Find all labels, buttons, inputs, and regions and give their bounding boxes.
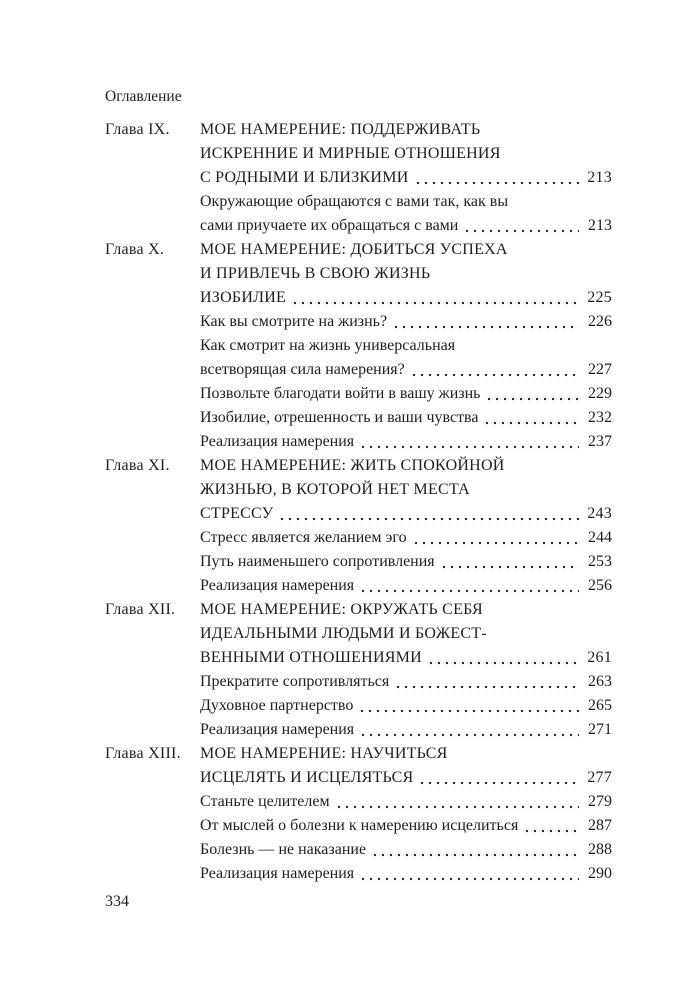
toc-entry-text: ИСЦЕЛЯТЬ И ИСЦЕЛЯТЬСЯ bbox=[200, 769, 414, 786]
toc-entry-text: Реализация намерения bbox=[200, 721, 355, 738]
toc-entry-text: Окружающие обращаются с вами так, как вы bbox=[200, 193, 509, 210]
toc-page-number: 244 bbox=[588, 529, 612, 546]
toc-entry-text: С РОДНЫМИ И БЛИЗКИМИ bbox=[200, 169, 409, 186]
toc-entry-text: МОЕ НАМЕРЕНИЕ: ОКРУЖАТЬ СЕБЯ bbox=[200, 601, 483, 618]
toc-entry bbox=[200, 646, 612, 670]
dot-leader bbox=[418, 766, 579, 790]
toc-entry-text: Болезнь — не наказание bbox=[200, 841, 367, 858]
toc-entry bbox=[200, 502, 612, 526]
toc-entry-text: Как вы смотрите на жизнь? bbox=[200, 313, 388, 330]
toc-page-number: 226 bbox=[588, 313, 612, 330]
toc-entry-text: ИСКРЕННИЕ И МИРНЫЕ ОТНОШЕНИЯ bbox=[200, 145, 501, 162]
toc-row bbox=[105, 166, 612, 190]
toc-row bbox=[105, 670, 612, 694]
toc-row bbox=[105, 382, 612, 406]
toc-page-number: 256 bbox=[588, 577, 612, 594]
toc-entry-text: сами приучаете их обращаться с вами bbox=[200, 217, 459, 234]
toc-entry-text: Как смотрит на жизнь универсальная bbox=[200, 337, 456, 354]
toc-entry-text: И ПРИВЛЕЧЬ В СВОЮ ЖИЗНЬ bbox=[200, 265, 431, 282]
toc-row bbox=[105, 286, 612, 310]
dot-leader bbox=[440, 550, 579, 574]
toc-entry bbox=[200, 142, 612, 166]
toc-row bbox=[105, 766, 612, 790]
toc-row bbox=[105, 550, 612, 574]
toc-entry-text: МОЕ НАМЕРЕНИЕ: ДОБИТЬСЯ УСПЕХА bbox=[200, 241, 508, 258]
toc-entry-text: Стресс является желанием эго bbox=[200, 529, 407, 546]
toc-entry-text: МОЕ НАМЕРЕНИЕ: ЖИТЬ СПОКОЙНОЙ bbox=[200, 457, 505, 474]
toc-entry bbox=[200, 838, 612, 862]
chapter-label: Глава XIII. bbox=[105, 745, 181, 762]
toc-entry bbox=[200, 622, 612, 646]
toc-entry bbox=[200, 550, 612, 574]
toc-row bbox=[105, 334, 612, 358]
page-number: 334 bbox=[105, 893, 129, 910]
toc-entry-text: Изобилие, отрешенность и ваши чувства bbox=[200, 409, 479, 426]
toc-page-number: 213 bbox=[588, 217, 612, 234]
toc-page-number: 232 bbox=[588, 409, 612, 426]
dot-leader bbox=[483, 406, 579, 430]
toc-row bbox=[105, 310, 612, 334]
toc-row bbox=[105, 454, 612, 478]
toc-row bbox=[105, 238, 612, 262]
toc-entry-text: От мыслей о болезни к намерению исцелиться bbox=[200, 817, 519, 834]
toc-row bbox=[105, 358, 612, 382]
toc-entry bbox=[200, 190, 612, 214]
toc-row bbox=[105, 646, 612, 670]
toc-entry bbox=[200, 454, 612, 478]
toc-row bbox=[105, 742, 612, 766]
dot-leader bbox=[371, 838, 579, 862]
toc-entry bbox=[200, 238, 612, 262]
toc-page-number: 229 bbox=[588, 385, 612, 402]
toc-entry-text: МОЕ НАМЕРЕНИЕ: НАУЧИТЬСЯ bbox=[200, 745, 448, 762]
dot-leader bbox=[412, 526, 579, 550]
toc-row bbox=[105, 598, 612, 622]
toc-page-number: 243 bbox=[587, 505, 612, 522]
toc-entry-text: Духовное партнерство bbox=[200, 697, 354, 714]
toc-row bbox=[105, 622, 612, 646]
toc-page-number: 253 bbox=[588, 553, 612, 570]
toc-entry bbox=[200, 742, 612, 766]
toc-row bbox=[105, 694, 612, 718]
toc-row bbox=[105, 190, 612, 214]
toc-entry-text: Реализация намерения bbox=[200, 433, 355, 450]
toc-row bbox=[105, 502, 612, 526]
toc-entry bbox=[200, 790, 612, 814]
toc-row bbox=[105, 526, 612, 550]
toc-row bbox=[105, 262, 612, 286]
toc-entry-text: ИЗОБИЛИЕ bbox=[200, 289, 287, 306]
chapter-label: Глава IX. bbox=[105, 121, 170, 138]
toc-entry bbox=[200, 526, 612, 550]
toc-page-number: 288 bbox=[588, 841, 612, 858]
dot-leader bbox=[359, 574, 579, 598]
toc-entry-text: ИДЕАЛЬНЫМИ ЛЮДЬМИ И БОЖЕСТ- bbox=[200, 625, 487, 642]
dot-leader bbox=[335, 790, 579, 814]
dot-leader bbox=[410, 358, 579, 382]
toc-row bbox=[105, 142, 612, 166]
toc-entry bbox=[200, 310, 612, 334]
dot-leader bbox=[485, 382, 579, 406]
chapter-label: Глава XII. bbox=[105, 601, 176, 618]
toc-row bbox=[105, 838, 612, 862]
toc-entry bbox=[200, 718, 612, 742]
toc-entry-text: Станьте целителем bbox=[200, 793, 330, 810]
toc-row bbox=[105, 118, 612, 142]
chapter-label: Глава X. bbox=[105, 241, 165, 258]
toc-entry bbox=[200, 166, 612, 190]
toc-page-number: 277 bbox=[587, 769, 612, 786]
toc-page-number: 279 bbox=[588, 793, 612, 810]
toc-entry bbox=[200, 862, 612, 886]
toc-page-number: 287 bbox=[588, 817, 612, 834]
toc-entry bbox=[200, 214, 612, 238]
toc-entry bbox=[200, 766, 612, 790]
toc-row bbox=[105, 862, 612, 886]
toc-entry-text: Реализация намерения bbox=[200, 865, 355, 882]
toc-row bbox=[105, 406, 612, 430]
toc-entry-text: СТРЕССУ bbox=[200, 505, 274, 522]
toc-page-number: 225 bbox=[587, 289, 612, 306]
dot-leader bbox=[359, 862, 579, 886]
toc-entry bbox=[200, 118, 612, 142]
toc-entry bbox=[200, 430, 612, 454]
toc-entry bbox=[200, 574, 612, 598]
toc-row bbox=[105, 478, 612, 502]
dot-leader bbox=[359, 718, 579, 742]
toc-page-number: 271 bbox=[588, 721, 612, 738]
dot-leader bbox=[392, 310, 579, 334]
toc-entry bbox=[200, 382, 612, 406]
toc-row bbox=[105, 814, 612, 838]
toc-page-number: 290 bbox=[588, 865, 612, 882]
toc-page-number: 263 bbox=[588, 673, 612, 690]
toc-row bbox=[105, 790, 612, 814]
dot-leader bbox=[414, 166, 580, 190]
toc-entry-text: всетворящая сила намерения? bbox=[200, 361, 405, 378]
toc-entry bbox=[200, 334, 612, 358]
toc-page-number: 261 bbox=[587, 649, 612, 666]
toc-entry-text: Прекратите сопротивляться bbox=[200, 673, 390, 690]
dot-leader bbox=[359, 430, 579, 454]
toc-entry bbox=[200, 262, 612, 286]
toc-page-number: 237 bbox=[588, 433, 612, 450]
toc-page-number: 265 bbox=[588, 697, 612, 714]
toc-entry-text: Позвольте благодати войти в вашу жизнь bbox=[200, 385, 481, 402]
dot-leader bbox=[358, 694, 579, 718]
toc-row bbox=[105, 214, 612, 238]
dot-leader bbox=[427, 646, 579, 670]
toc-entry-text: МОЕ НАМЕРЕНИЕ: ПОДДЕРЖИВАТЬ bbox=[200, 121, 481, 138]
toc-entry bbox=[200, 478, 612, 502]
dot-leader bbox=[394, 670, 579, 694]
toc-row bbox=[105, 718, 612, 742]
toc-entry-text: Путь наименьшего сопротивления bbox=[200, 553, 435, 570]
toc-entry-text: ВЕННЫМИ ОТНОШЕНИЯМИ bbox=[200, 649, 422, 666]
page-header: Оглавление bbox=[105, 88, 182, 105]
dot-leader bbox=[463, 214, 579, 238]
toc-entry-text: Реализация намерения bbox=[200, 577, 355, 594]
toc-row bbox=[105, 430, 612, 454]
toc-entry bbox=[200, 358, 612, 382]
toc-entry bbox=[200, 286, 612, 310]
toc-page-number: 227 bbox=[588, 361, 612, 378]
toc-entry bbox=[200, 598, 612, 622]
toc-entry-text: ЖИЗНЬЮ, В КОТОРОЙ НЕТ МЕСТА bbox=[200, 481, 470, 498]
toc-list bbox=[105, 118, 612, 886]
toc-page-number: 213 bbox=[587, 169, 612, 186]
toc-entry bbox=[200, 814, 612, 838]
dot-leader bbox=[278, 502, 579, 526]
dot-leader bbox=[523, 814, 579, 838]
toc-row bbox=[105, 574, 612, 598]
toc-entry bbox=[200, 406, 612, 430]
dot-leader bbox=[291, 286, 579, 310]
chapter-label: Глава XI. bbox=[105, 457, 170, 474]
toc-entry bbox=[200, 694, 612, 718]
toc-entry bbox=[200, 670, 612, 694]
